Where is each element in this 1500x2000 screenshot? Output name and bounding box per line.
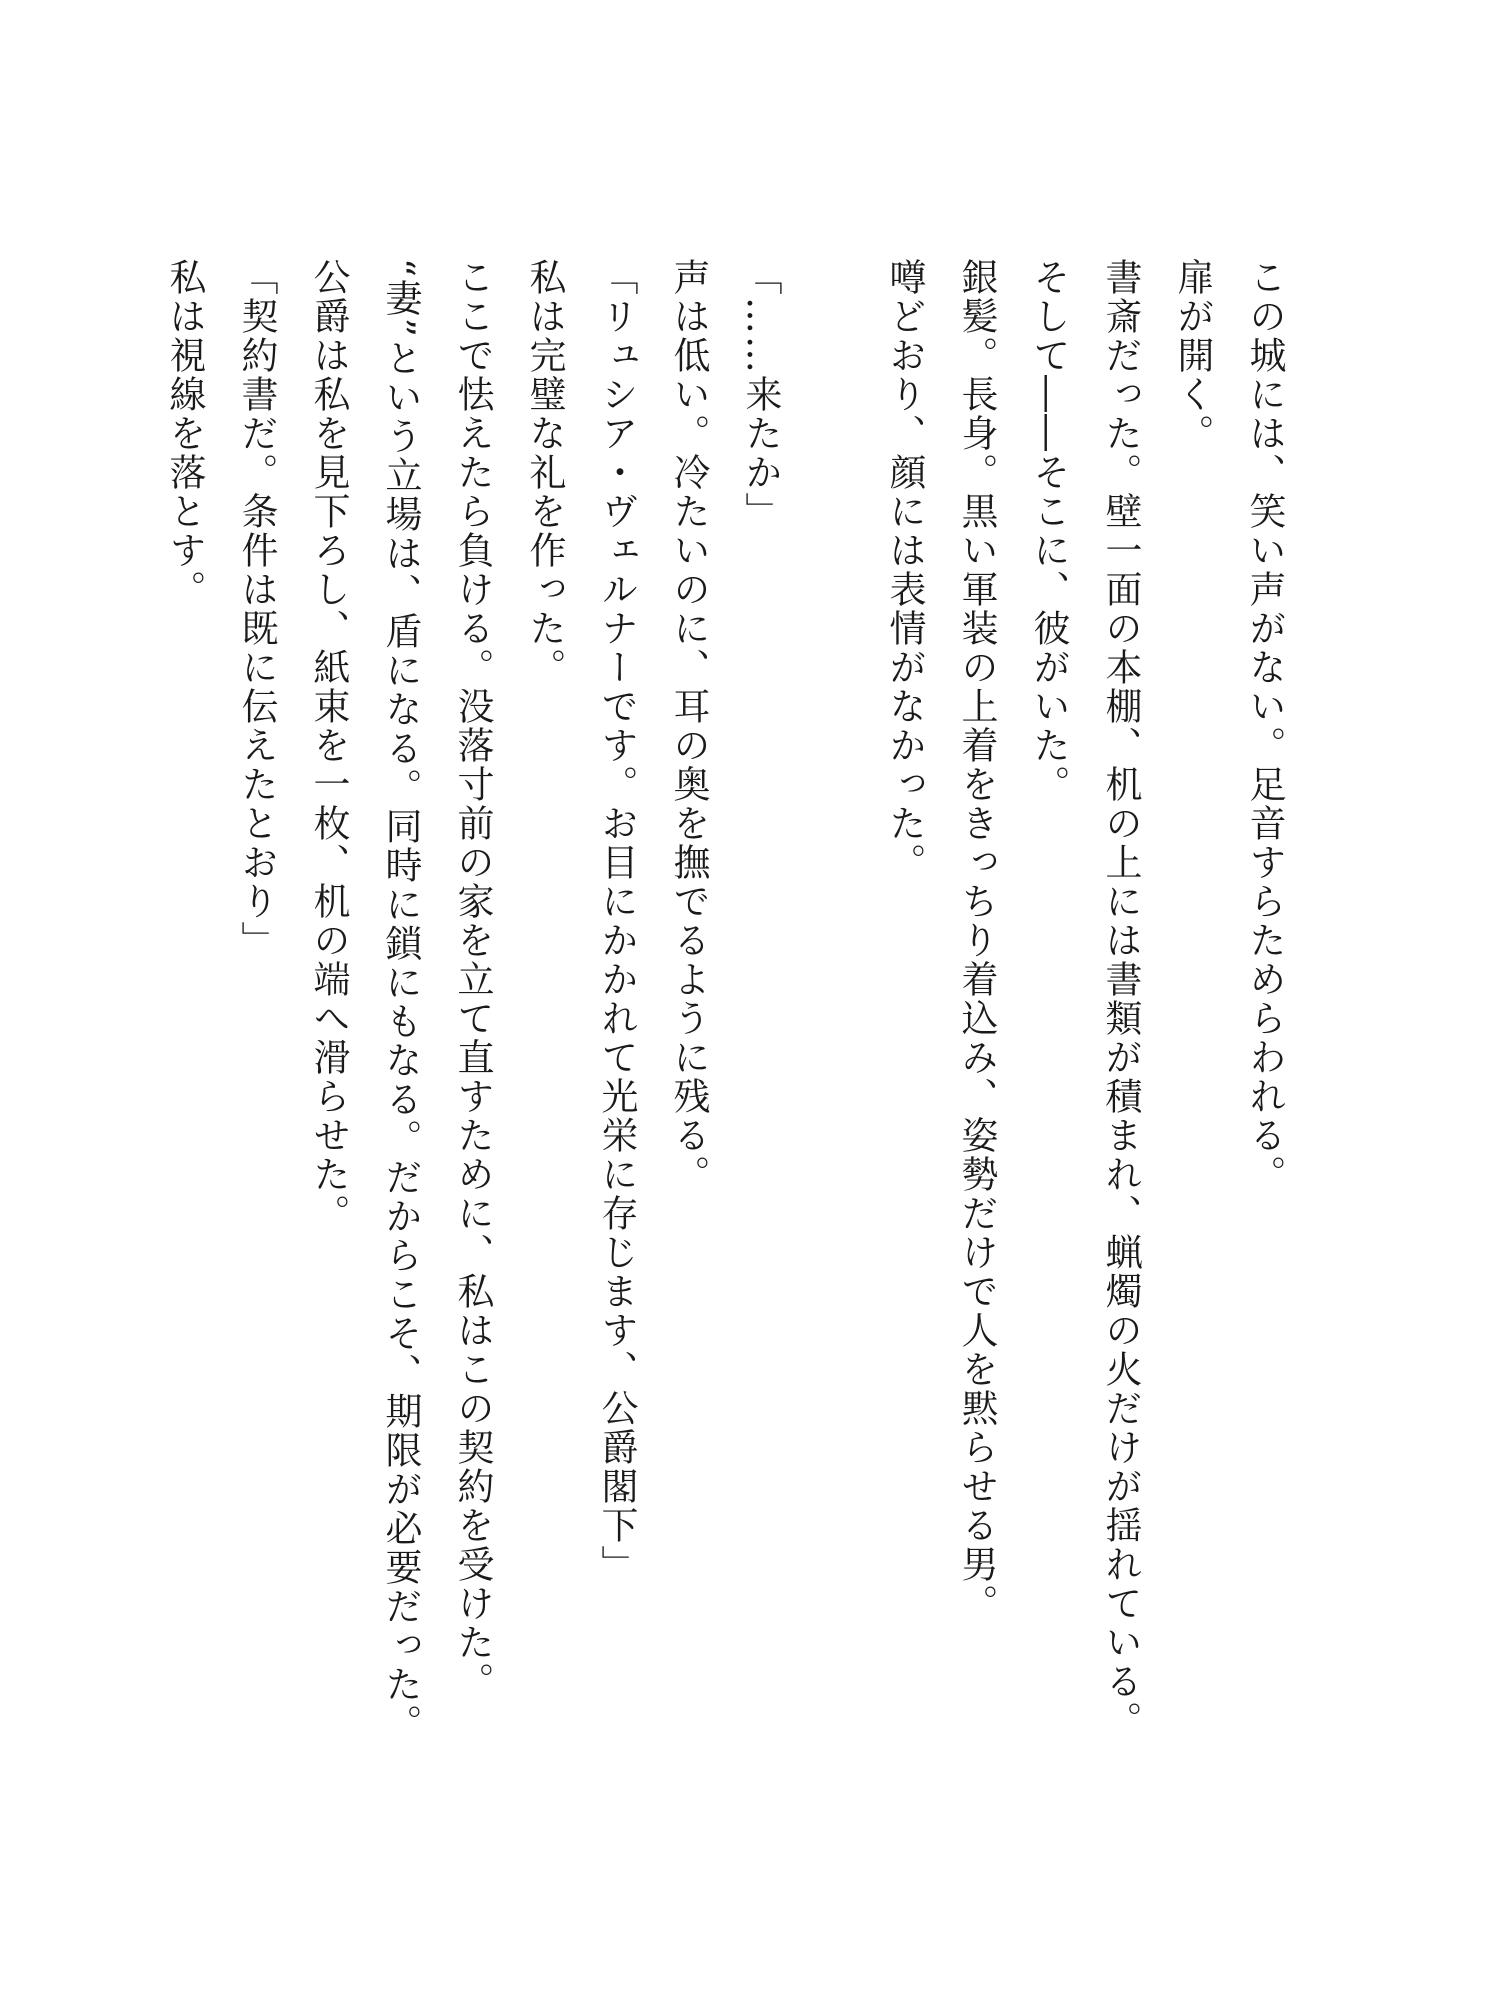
text-line: ここで怯えたら負ける。没落寸前の家を立て直すために、私はこの契約を受けた。: [451, 258, 494, 1701]
text-line: 噂どおり、顔には表情がなかった。: [883, 258, 926, 882]
text-line: 「リュシア・ヴェルナーです。お目にかかれて光栄に存じます、公爵閣下」: [595, 258, 638, 1584]
text-line: 「……来たか」: [739, 258, 782, 531]
text-line: 「契約書だ。条件は既に伝えたとおり」: [235, 258, 278, 960]
blank-line: [796, 258, 868, 1658]
text-line: 銀髪。長身。黒い軍装の上着をきっちり着込み、姿勢だけで人を黙らせる男。: [955, 258, 998, 1623]
text-line: この城には、笑い声がない。足音すらためらわれる。: [1243, 258, 1286, 1194]
text-line: そして――そこに、彼がいた。: [1027, 258, 1070, 804]
text-line: 声は低い。冷たいのに、耳の奥を撫でるように残る。: [667, 258, 710, 1194]
text-line: 私は視線を落とす。: [163, 258, 206, 609]
text-line: 私は完璧な礼を作った。: [523, 258, 566, 687]
text-line: 書斎だった。壁一面の本棚、机の上には書類が積まれ、蝋燭の火だけが揺れている。: [1099, 258, 1142, 1740]
vertical-text-body: [148, 258, 1300, 1743]
text-line: “妻”という立場は、盾になる。同時に鎖にもなる。だからこそ、期限が必要だった。: [379, 258, 422, 1743]
text-line: 公爵は私を見下ろし、紙束を一枚、机の端へ滑らせた。: [307, 258, 350, 1233]
text-line: 扉が開く。: [1171, 258, 1214, 453]
